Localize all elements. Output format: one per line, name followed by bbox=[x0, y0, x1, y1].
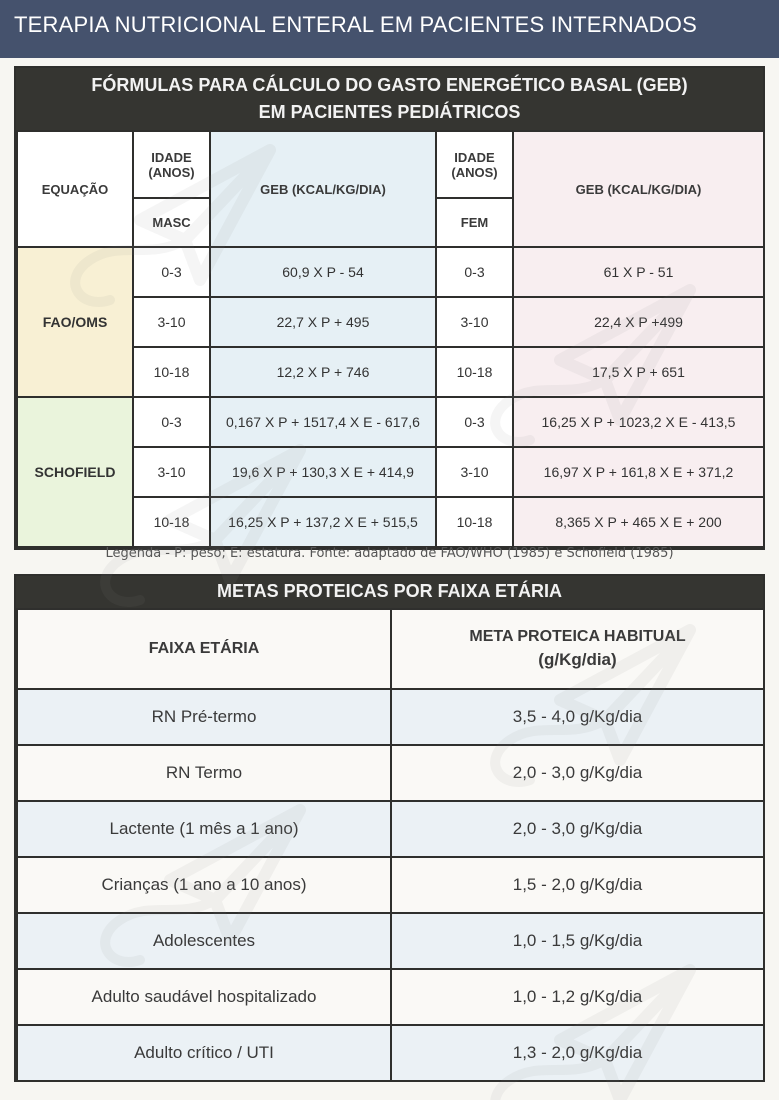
schofield-age-masc-3: 10-18 bbox=[133, 497, 210, 547]
table-row bbox=[17, 1025, 764, 1081]
protein-age-1: RN Pré-termo bbox=[17, 689, 391, 745]
geb-legend: Legenda - P: peso; E: estatura. Fonte: adaptado de FAO/WHO (1985) e Schofield (1985) bbox=[105, 546, 674, 561]
geb-title-line2: EM PACIENTES PEDIÁTRICOS bbox=[258, 102, 521, 122]
fao-geb-fem-3: 17,5 X P + 651 bbox=[513, 347, 764, 397]
equation-fao-oms: FAO/OMS bbox=[17, 247, 133, 397]
table-row bbox=[17, 913, 764, 969]
fao-age-masc-2: 3-10 bbox=[133, 297, 210, 347]
table-row bbox=[17, 745, 764, 801]
fao-geb-masc-1: 60,9 X P - 54 bbox=[210, 247, 436, 297]
fao-geb-fem-1: 61 X P - 51 bbox=[513, 247, 764, 297]
protein-goals-panel bbox=[14, 574, 765, 1082]
header-geb-masc: GEB (KCAL/KG/DIA) bbox=[210, 131, 436, 247]
geb-formulas-panel bbox=[14, 66, 765, 550]
protein-age-6: Adulto saudável hospitalizado bbox=[17, 969, 391, 1025]
fao-geb-masc-2: 22,7 X P + 495 bbox=[210, 297, 436, 347]
fao-age-fem-1: 0-3 bbox=[436, 247, 513, 297]
fao-age-masc-1: 0-3 bbox=[133, 247, 210, 297]
header-protein-goal-line2: (g/Kg/dia) bbox=[538, 650, 617, 669]
schofield-geb-fem-2: 16,97 X P + 161,8 X E + 371,2 bbox=[513, 447, 764, 497]
header-age-range: FAIXA ETÁRIA bbox=[17, 609, 391, 689]
geb-title-line1: FÓRMULAS PARA CÁLCULO DO GASTO ENERGÉTICO BASAL (GEB) bbox=[91, 75, 688, 95]
geb-panel-title bbox=[16, 68, 763, 130]
schofield-geb-fem-1: 16,25 X P + 1023,2 X E - 413,5 bbox=[513, 397, 764, 447]
equation-schofield: SCHOFIELD bbox=[17, 397, 133, 547]
protein-goal-4: 1,5 - 2,0 g/Kg/dia bbox=[391, 857, 764, 913]
schofield-geb-masc-3: 16,25 X P + 137,2 X E + 515,5 bbox=[210, 497, 436, 547]
header-protein-goal bbox=[391, 609, 764, 689]
protein-age-4: Crianças (1 ano a 10 anos) bbox=[17, 857, 391, 913]
protein-age-7: Adulto crítico / UTI bbox=[17, 1025, 391, 1081]
protein-table bbox=[16, 608, 765, 1082]
protein-goal-6: 1,0 - 1,2 g/Kg/dia bbox=[391, 969, 764, 1025]
protein-panel-title: METAS PROTEICAS POR FAIXA ETÁRIA bbox=[16, 576, 763, 608]
protein-goal-5: 1,0 - 1,5 g/Kg/dia bbox=[391, 913, 764, 969]
fao-age-fem-3: 10-18 bbox=[436, 347, 513, 397]
protein-goal-1: 3,5 - 4,0 g/Kg/dia bbox=[391, 689, 764, 745]
header-age-masc: IDADE (ANOS) bbox=[133, 131, 210, 198]
protein-age-3: Lactente (1 mês a 1 ano) bbox=[17, 801, 391, 857]
geb-table bbox=[16, 130, 765, 548]
header-fem: FEM bbox=[436, 198, 513, 247]
protein-goal-3: 2,0 - 3,0 g/Kg/dia bbox=[391, 801, 764, 857]
protein-goal-2: 2,0 - 3,0 g/Kg/dia bbox=[391, 745, 764, 801]
table-row bbox=[17, 857, 764, 913]
schofield-age-fem-2: 3-10 bbox=[436, 447, 513, 497]
schofield-geb-fem-3: 8,365 X P + 465 X E + 200 bbox=[513, 497, 764, 547]
fao-age-fem-2: 3-10 bbox=[436, 297, 513, 347]
page-title: TERAPIA NUTRICIONAL ENTERAL EM PACIENTES INTERNADOS bbox=[0, 0, 779, 58]
header-protein-goal-line1: META PROTEICA HABITUAL bbox=[469, 628, 686, 645]
header-equation: EQUAÇÃO bbox=[17, 131, 133, 247]
table-row bbox=[17, 801, 764, 857]
table-row bbox=[17, 689, 764, 745]
protein-age-2: RN Termo bbox=[17, 745, 391, 801]
schofield-age-masc-2: 3-10 bbox=[133, 447, 210, 497]
schofield-geb-masc-2: 19,6 X P + 130,3 X E + 414,9 bbox=[210, 447, 436, 497]
header-masc: MASC bbox=[133, 198, 210, 247]
fao-geb-masc-3: 12,2 X P + 746 bbox=[210, 347, 436, 397]
protein-age-5: Adolescentes bbox=[17, 913, 391, 969]
fao-geb-fem-2: 22,4 X P +499 bbox=[513, 297, 764, 347]
schofield-age-masc-1: 0-3 bbox=[133, 397, 210, 447]
schofield-geb-masc-1: 0,167 X P + 1517,4 X E - 617,6 bbox=[210, 397, 436, 447]
protein-goal-7: 1,3 - 2,0 g/Kg/dia bbox=[391, 1025, 764, 1081]
schofield-age-fem-3: 10-18 bbox=[436, 497, 513, 547]
fao-age-masc-3: 10-18 bbox=[133, 347, 210, 397]
table-row bbox=[17, 969, 764, 1025]
schofield-age-fem-1: 0-3 bbox=[436, 397, 513, 447]
header-geb-fem: GEB (KCAL/KG/DIA) bbox=[513, 131, 764, 247]
header-age-fem: IDADE (ANOS) bbox=[436, 131, 513, 198]
